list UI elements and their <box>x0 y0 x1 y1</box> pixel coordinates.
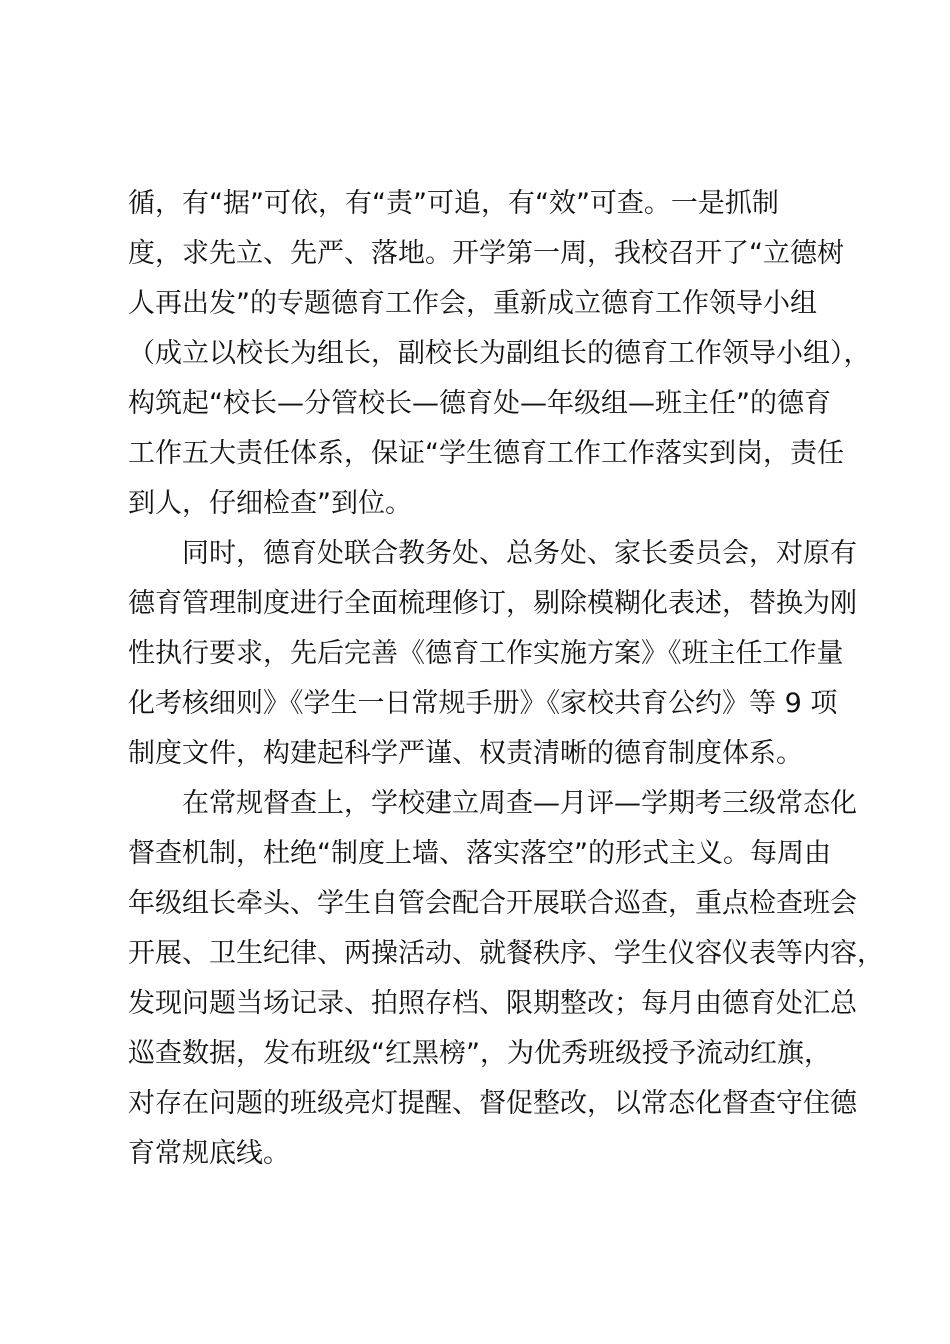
text-line: 构筑起“校长—分管校长—德育处—年级组—班主任”的德育 <box>128 388 831 419</box>
text-line: 年级组长牵头、学生自管会配合开展联合巡查，重点检查班会 <box>128 888 857 919</box>
text-line: 德育管理制度进行全面梳理修订，剔除模糊化表述，替换为刚 <box>128 588 857 619</box>
text-line: （成立以校长为组长，副校长为副组长的德育工作领导小组）， <box>128 338 871 369</box>
text-line: 性执行要求，先后完善《德育工作实施方案》《班主任工作量 <box>128 638 844 669</box>
text-line: 巡查数据，发布班级“红黑榜”，为优秀班级授予流动红旗， <box>128 1038 831 1069</box>
text-line: 到人，仔细检查”到位。 <box>128 488 412 519</box>
text-line: 同时，德育处联合教务处、总务处、家长委员会，对原有 <box>128 538 857 569</box>
text-line: 开展、卫生纪律、两操活动、就餐秩序、学生仪容仪表等内容， <box>128 938 884 969</box>
text-line: 人再出发”的专题德育工作会，重新成立德育工作领导小组 <box>128 288 817 319</box>
text-line: 在常规督查上，学校建立周查—月评—学期考三级常态化 <box>128 788 857 819</box>
text-line: 工作五大责任体系，保证“学生德育工作工作落实到岗，责任 <box>128 438 844 469</box>
text-line: 对存在问题的班级亮灯提醒、督促整改，以常态化督查守住德 <box>128 1088 857 1119</box>
text-line: 循，有“据”可依，有“责”可追，有“效”可查。一是抓制 <box>128 188 779 219</box>
text-line: 育常规底线。 <box>128 1138 290 1169</box>
text-line: 发现问题当场记录、拍照存档、限期整改；每月由德育处汇总 <box>128 988 857 1019</box>
text-line: 制度文件，构建起科学严谨、权责清晰的德育制度体系。 <box>128 738 803 769</box>
text-line: 化考核细则》《学生一日常规手册》《家校共育公约》等 9 项 <box>128 688 838 719</box>
text-line: 度，求先立、先严、落地。开学第一周，我校召开了“立德树 <box>128 238 844 269</box>
text-line: 督查机制，杜绝“制度上墙、落实落空”的形式主义。每周由 <box>128 838 831 869</box>
